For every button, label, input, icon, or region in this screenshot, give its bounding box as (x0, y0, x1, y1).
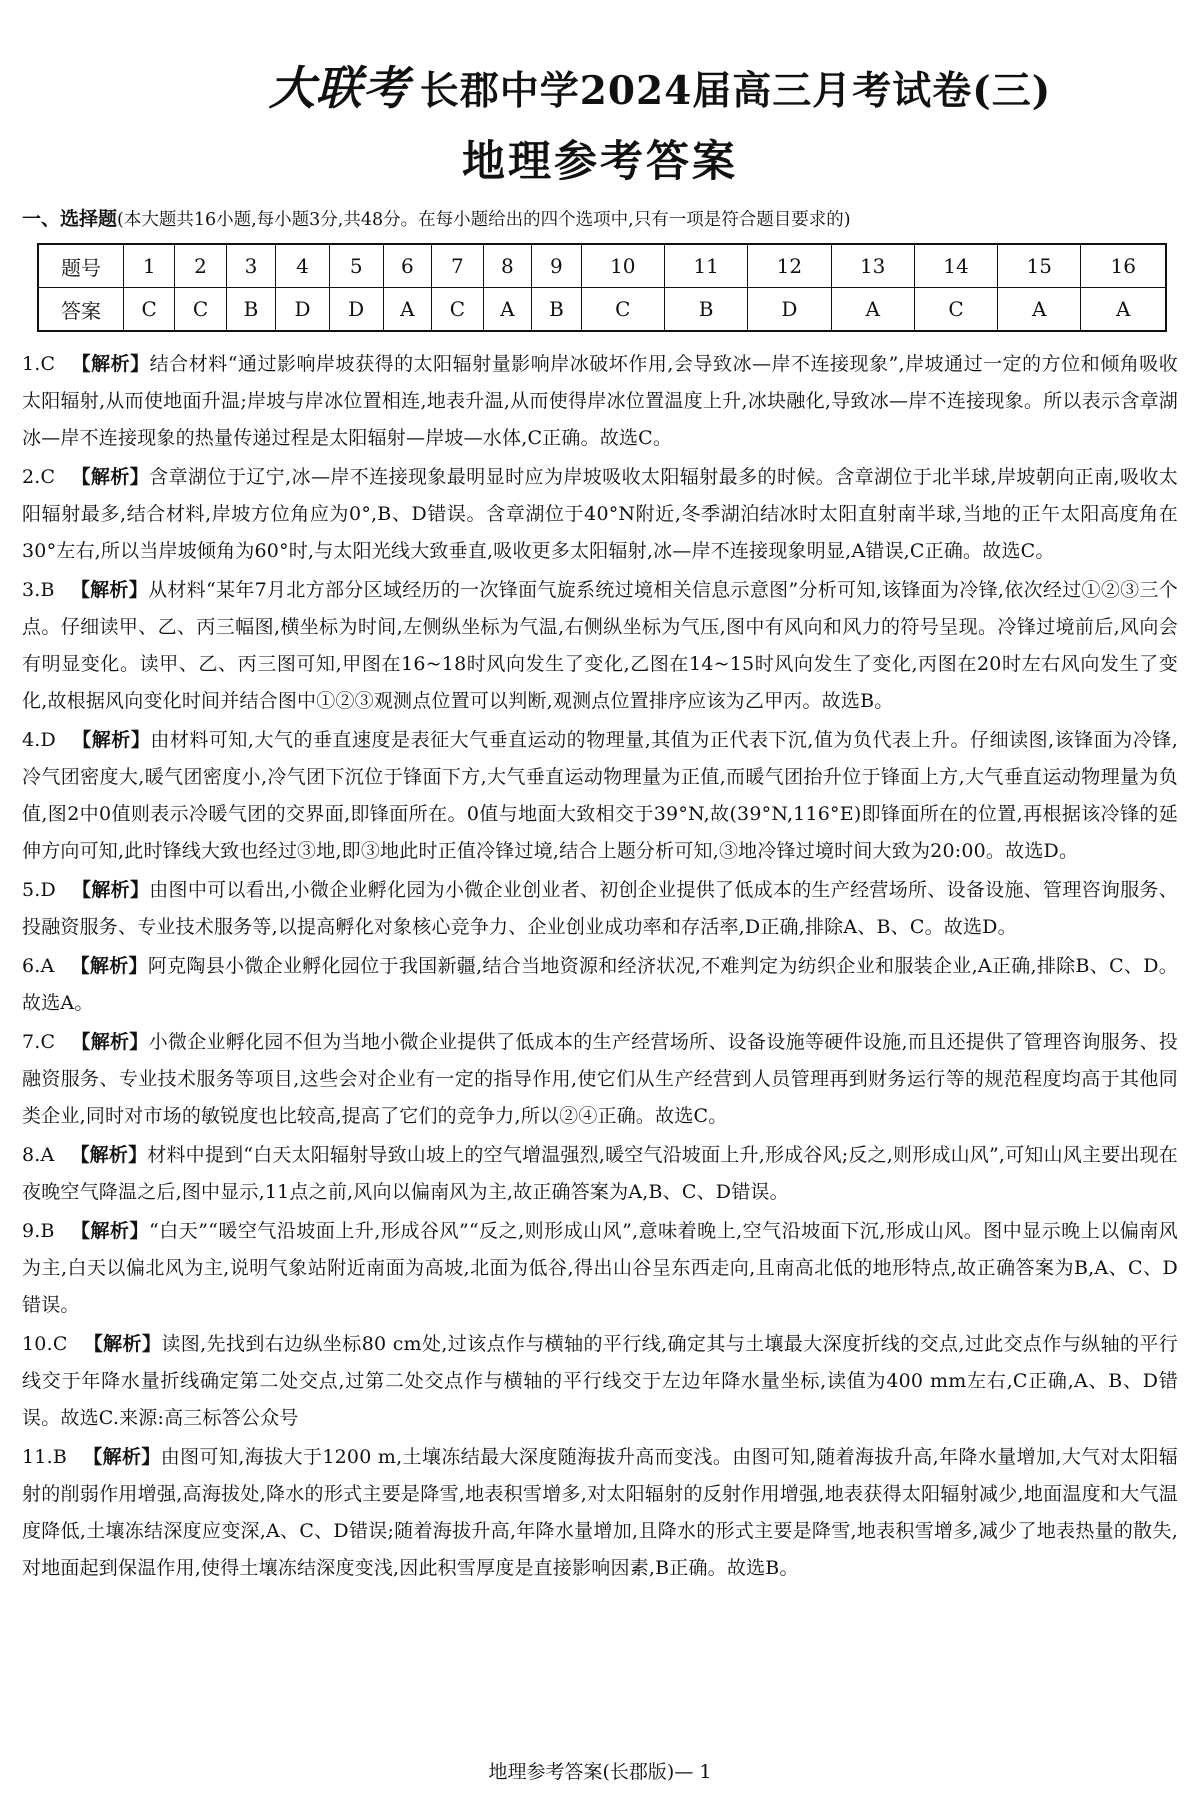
question-number: 15 (998, 244, 1081, 288)
question-number: 5 (329, 244, 383, 288)
exam-title: 长郡中学2024届高三月考试卷(三) (419, 68, 1052, 114)
item-number: 9. (22, 1220, 41, 1242)
explanation-item (22, 1326, 1178, 1437)
section-title: 一、选择题 (22, 208, 118, 230)
row-label-answer: 答案 (38, 288, 124, 332)
explanation-item (22, 1439, 1178, 1587)
item-answer: A (40, 955, 55, 977)
item-text: 从材料“某年7月北方部分区域经历的一次锋面气旋系统过境相关信息示意图”分析可知,该锋面为冷锋,依次经过①②③三个点。仔细读甲、乙、丙三幅图,横坐标为时间,左侧纵坐标为气温,右侧纵坐标为气压,图中有风向和风力的符号呈现。冷锋过境前后,风向会有明显变化。读甲、乙、丙三图可知,甲图在16~18时风向发生了变化,乙图在14~15时风向发生了变化,丙图在20时左右风向发生了变化,故根据风向变化时间并结合图中①②③观测点位置可以判断,观测点位置排序应该为乙甲丙。故选B。 (22, 579, 1178, 712)
item-number: 3. (22, 579, 41, 601)
item-number: 7. (22, 1031, 41, 1053)
item-text: 含章湖位于辽宁,冰—岸不连接现象最明显时应为岸坡吸收太阳辐射最多的时候。含章湖位于北半球,岸坡朝向正南,吸收太阳辐射最多,结合材料,岸坡方位角应为0°,B、D错误。含章湖位于40°N附近,冬季湖泊结冰时太阳直射南半球,当地的正午太阳高度角在30°左右,所以当岸坡倾角为60°时,与太阳光线大致垂直,吸收更多太阳辐射,冰—岸不连接现象明显,A错误,C正确。故选C。 (22, 466, 1178, 562)
question-number: 13 (831, 244, 914, 288)
item-number: 2. (22, 466, 41, 488)
question-number: 8 (483, 244, 532, 288)
analysis-tag: 【解析】 (71, 1031, 149, 1053)
answer-cell: C (914, 288, 997, 332)
answer-cell: D (748, 288, 831, 332)
explanation-item (22, 459, 1178, 570)
answer-cell: A (383, 288, 432, 332)
analysis-tag: 【解析】 (83, 1333, 162, 1355)
answer-cell: C (432, 288, 483, 332)
explanation-item (22, 872, 1178, 946)
item-number: 8. (22, 1144, 41, 1166)
answer-cell: D (276, 288, 330, 332)
analysis-tag: 【解析】 (70, 1220, 150, 1242)
answer-cell: B (226, 288, 275, 332)
analysis-tag: 【解析】 (83, 1446, 161, 1468)
item-answer: B (40, 579, 55, 601)
question-number: 6 (383, 244, 432, 288)
brand-logo: 大联考 (268, 61, 410, 115)
answer-cell: D (329, 288, 383, 332)
item-number: 10. (22, 1333, 53, 1355)
question-number: 7 (432, 244, 483, 288)
explanation-item (22, 346, 1178, 457)
answer-table (37, 243, 1167, 332)
explanation-item (22, 948, 1178, 1022)
analysis-tag: 【解析】 (71, 729, 151, 751)
answer-cell: A (1081, 288, 1166, 332)
analysis-tag: 【解析】 (70, 579, 149, 601)
item-number: 4. (22, 729, 41, 751)
answer-cell: A (998, 288, 1081, 332)
question-number: 11 (664, 244, 747, 288)
analysis-tag: 【解析】 (71, 353, 150, 375)
item-text: 由图可知,海拔大于1200 m,土壤冻结最大深度随海拔升高而变浅。由图可知,随着海拔升高,年降水量增加,大气对太阳辐射的削弱作用增强,高海拔处,降水的形式主要是降雪,地表积雪增多,对太阳辐射的反射作用增强,地表获得太阳辐射减少,地面温度和大气温度降低,土壤冻结深度应变深,A、C、D错误;随着海拔升高,年降水量增加,且降水的形式主要是降雪,地表积雪增多,减少了地表热量的散失,对地面起到保温作用,使得土壤冻结深度变浅,因此积雪厚度是直接影响因素,B正确。故选B。 (22, 1446, 1178, 1579)
item-number: 11. (22, 1446, 53, 1468)
explanation-item (22, 1213, 1178, 1324)
item-answer: D (40, 729, 56, 751)
item-text: 由材料可知,大气的垂直速度是表征大气垂直运动的物理量,其值为正代表下沉,值为负代表上升。仔细读图,该锋面为冷锋,冷气团密度大,暖气团密度小,冷气团下沉位于锋面下方,大气垂直运动物理量为正值,而暖气团抬升位于锋面上方,大气垂直运动物理量为负值,图2中0值则表示冷暖气团的交界面,即锋面所在。0值与地面大致相交于39°N,故(39°N,116°E)即锋面所在的位置,再根据该冷锋的延伸方向可知,此时锋线大致也经过③地,即③地此时正值冷锋过境,结合上题分析可知,③地冷锋过境时间大致为20:00。故选D。 (22, 729, 1178, 862)
item-number: 5. (22, 879, 41, 901)
item-answer: B (40, 1220, 55, 1242)
question-number: 4 (276, 244, 330, 288)
answer-cell: B (664, 288, 747, 332)
row-label-number: 题号 (38, 244, 124, 288)
item-answer: D (40, 879, 56, 901)
answer-cell: B (532, 288, 581, 332)
page-footer: 地理参考答案(长郡版)— 1 (488, 1761, 712, 1783)
item-number: 1. (22, 353, 41, 375)
item-text: 结合材料“通过影响岸坡获得的太阳辐射量影响岸冰破坏作用,会导致冰—岸不连接现象”,岸坡通过一定的方位和倾角吸收太阳辐射,从而使地面升温;岸坡与岸冰位置相连,地表升温,从而使得岸冰位置温度上升,冰块融化,导致冰—岸不连接现象。所以表示含章湖冰—岸不连接现象的热量传递过程是太阳辐射—岸坡—水体,C正确。故选C。 (22, 353, 1178, 449)
item-answer: C (40, 353, 56, 375)
answer-cell: A (831, 288, 914, 332)
question-number: 12 (748, 244, 831, 288)
item-text: 阿克陶县小微企业孵化园位于我国新疆,结合当地资源和经济状况,不难判定为纺织企业和服装企业,A正确,排除B、C、D。故选A。 (22, 955, 1178, 1014)
answer-cell: A (483, 288, 532, 332)
item-answer: B (52, 1446, 67, 1468)
document-title (142, 52, 1178, 118)
question-number: 9 (532, 244, 581, 288)
item-answer: A (40, 1144, 55, 1166)
explanation-item (22, 1024, 1178, 1135)
section-note: (本大题共16小题,每小题3分,共48分。在每小题给出的四个选项中,只有一项是符合题目要求的) (117, 210, 851, 230)
item-text: 读图,先找到右边纵坐标80 cm处,过该点作与横轴的平行线,确定其与土壤最大深度折线的交点,过此交点作与纵轴的平行线交于年降水量折线确定第二处交点,过第二处交点作与横轴的平行线交于左边年降水量坐标,读值为400 mm左右,C正确,A、B、D错误。故选C.来源:高三标答公众号 (22, 1333, 1178, 1429)
analysis-tag: 【解析】 (71, 879, 150, 901)
explanation-item (22, 1137, 1178, 1211)
question-number: 14 (914, 244, 997, 288)
item-answer: C (40, 1031, 56, 1053)
answer-cell: C (581, 288, 664, 332)
item-text: “白天”“暖空气沿坡面上升,形成谷风”“反之,则形成山风”,意味着晚上,空气沿坡面下沉,形成山风。图中显示晚上以偏南风为主,白天以偏北风为主,说明气象站附近南面为高坡,北面为低谷,得出山谷呈东西走向,且南高北低的地形特点,故正确答案为B,A、C、D错误。 (22, 1220, 1178, 1316)
analysis-tag: 【解析】 (71, 466, 150, 488)
analysis-tag: 【解析】 (70, 955, 148, 977)
answer-cell: C (175, 288, 226, 332)
item-text: 材料中提到“白天太阳辐射导致山坡上的空气增温强烈,暖空气沿坡面上升,形成谷风;反之,则形成山风”,可知山风主要出现在夜晚空气降温之后,图中显示,11点之前,风向以偏南风为主,故正确答案为A,B、C、D错误。 (22, 1144, 1178, 1203)
question-number: 3 (226, 244, 275, 288)
explanation-list (22, 346, 1178, 1587)
question-number: 1 (124, 244, 175, 288)
question-number: 16 (1081, 244, 1166, 288)
item-text: 小微企业孵化园不但为当地小微企业提供了低成本的生产经营场所、设备设施等硬件设施,而且还提供了管理咨询服务、投融资服务、专业技术服务等项目,这些会对企业有一定的指导作用,使它们从生产经营到人员管理再到财务运行等的规范程度均高于其他同类企业,同时对市场的敏锐度也比较高,提高了它们的竞争力,所以②④正确。故选C。 (22, 1031, 1178, 1127)
analysis-tag: 【解析】 (70, 1144, 148, 1166)
explanation-item (22, 572, 1178, 720)
answer-cell: C (124, 288, 175, 332)
explanation-item (22, 722, 1178, 870)
item-text: 由图中可以看出,小微企业孵化园为小微企业创业者、初创企业提供了低成本的生产经营场所、设备设施、管理咨询服务、投融资服务、专业技术服务等,以提高孵化对象核心竞争力、企业创业成功率和存活率,D正确,排除A、B、C。故选D。 (22, 879, 1178, 938)
question-number-row (38, 244, 1166, 288)
question-number: 10 (581, 244, 664, 288)
section-heading (22, 206, 1178, 233)
item-answer: C (52, 1333, 68, 1355)
answer-row (38, 288, 1166, 332)
question-number: 2 (175, 244, 226, 288)
document-subtitle: 地理参考答案 (462, 137, 738, 187)
item-answer: C (40, 466, 56, 488)
item-number: 6. (22, 955, 41, 977)
